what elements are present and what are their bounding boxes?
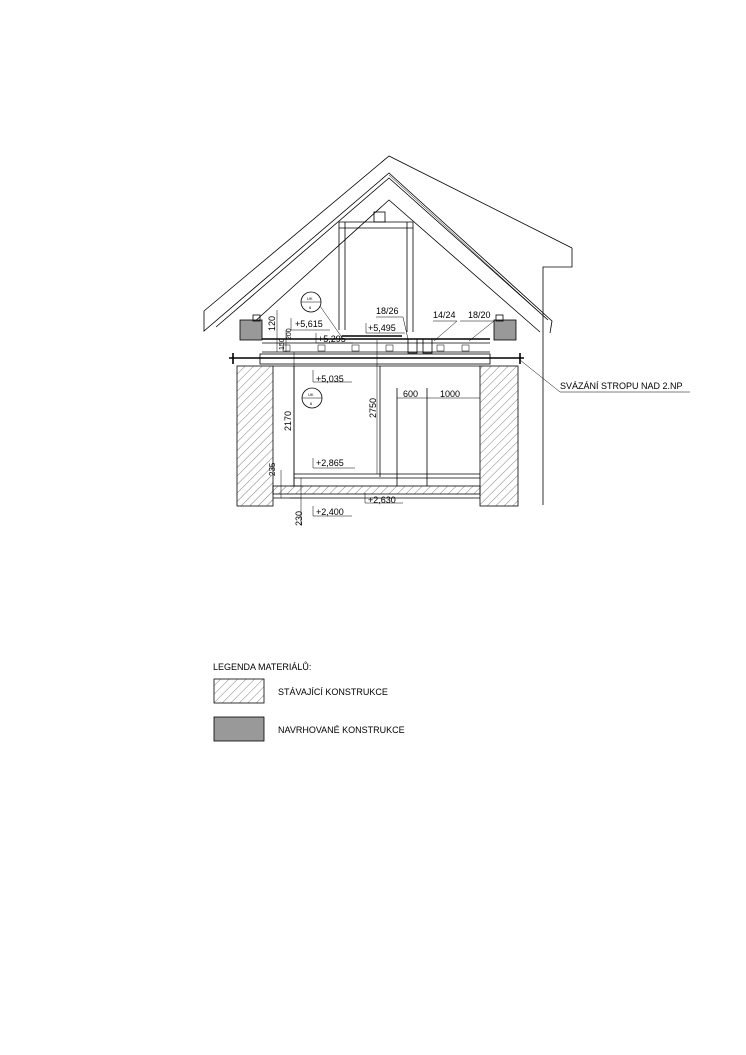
wall-left	[237, 366, 273, 506]
elevation-5495: +5,495	[368, 323, 396, 333]
wall-plate-left	[240, 320, 262, 340]
interior	[273, 366, 480, 486]
elevation-marker-2630	[365, 493, 403, 505]
dimension-120: 120	[267, 315, 277, 331]
legend-label-existing: STÁVAJÍCÍ KONSTRUKCE	[278, 687, 388, 697]
elevation-5035: +5,035	[316, 374, 344, 384]
elevation-marker-2400	[313, 506, 352, 517]
wall-plate-right	[494, 320, 516, 340]
callout-tie-ceiling: SVÁZÁNÍ STROPU NAD 2.NP	[560, 381, 683, 391]
dimension-150: 150	[279, 338, 286, 350]
dimension-1000: 1000	[440, 389, 461, 399]
beam-label-14-24: 14/24	[433, 310, 456, 320]
beam-label-18-20: 18/20	[468, 310, 491, 320]
dimension-2170: 2170	[283, 410, 293, 431]
detail-marker-2-bottom: 6	[310, 401, 313, 406]
dimension-235: 235	[268, 462, 277, 476]
ceiling-structure	[229, 336, 524, 364]
detail-marker-2-top: UK	[308, 392, 314, 397]
elevation-marker-5035	[313, 370, 352, 384]
beam-label-18-26: 18/26	[376, 306, 399, 316]
elevation-2400: +2,400	[316, 507, 344, 517]
elevation-marker-2865	[313, 458, 355, 468]
detail-marker-2	[302, 388, 322, 408]
detail-marker-1	[301, 292, 343, 339]
elevation-marker-5495	[366, 323, 405, 333]
elevation-5615: +5,615	[295, 319, 323, 329]
legend	[213, 661, 405, 741]
elevation-2630: +2,630	[368, 495, 396, 505]
dimension-2750: 2750	[368, 397, 378, 418]
legend-swatch-existing	[214, 679, 264, 703]
detail-marker-1-bottom: 6	[309, 305, 312, 310]
elevation-5295: +5,295	[318, 334, 346, 344]
detail-marker-1-top: UK	[307, 296, 313, 301]
floor-slab	[273, 486, 480, 494]
elevation-2865: +2,865	[316, 458, 344, 468]
elevation-marker-5615	[291, 318, 330, 330]
legend-label-proposed: NAVRHOVANÉ KONSTRUKCE	[278, 725, 405, 735]
dimension-230: 230	[294, 510, 304, 526]
dimension-200: 200	[286, 328, 293, 340]
dimension-600: 600	[403, 389, 419, 399]
wall-right	[480, 366, 518, 506]
legend-title: LEGENDA MATERIÁLŮ:	[213, 662, 312, 672]
legend-swatch-proposed	[214, 717, 264, 741]
